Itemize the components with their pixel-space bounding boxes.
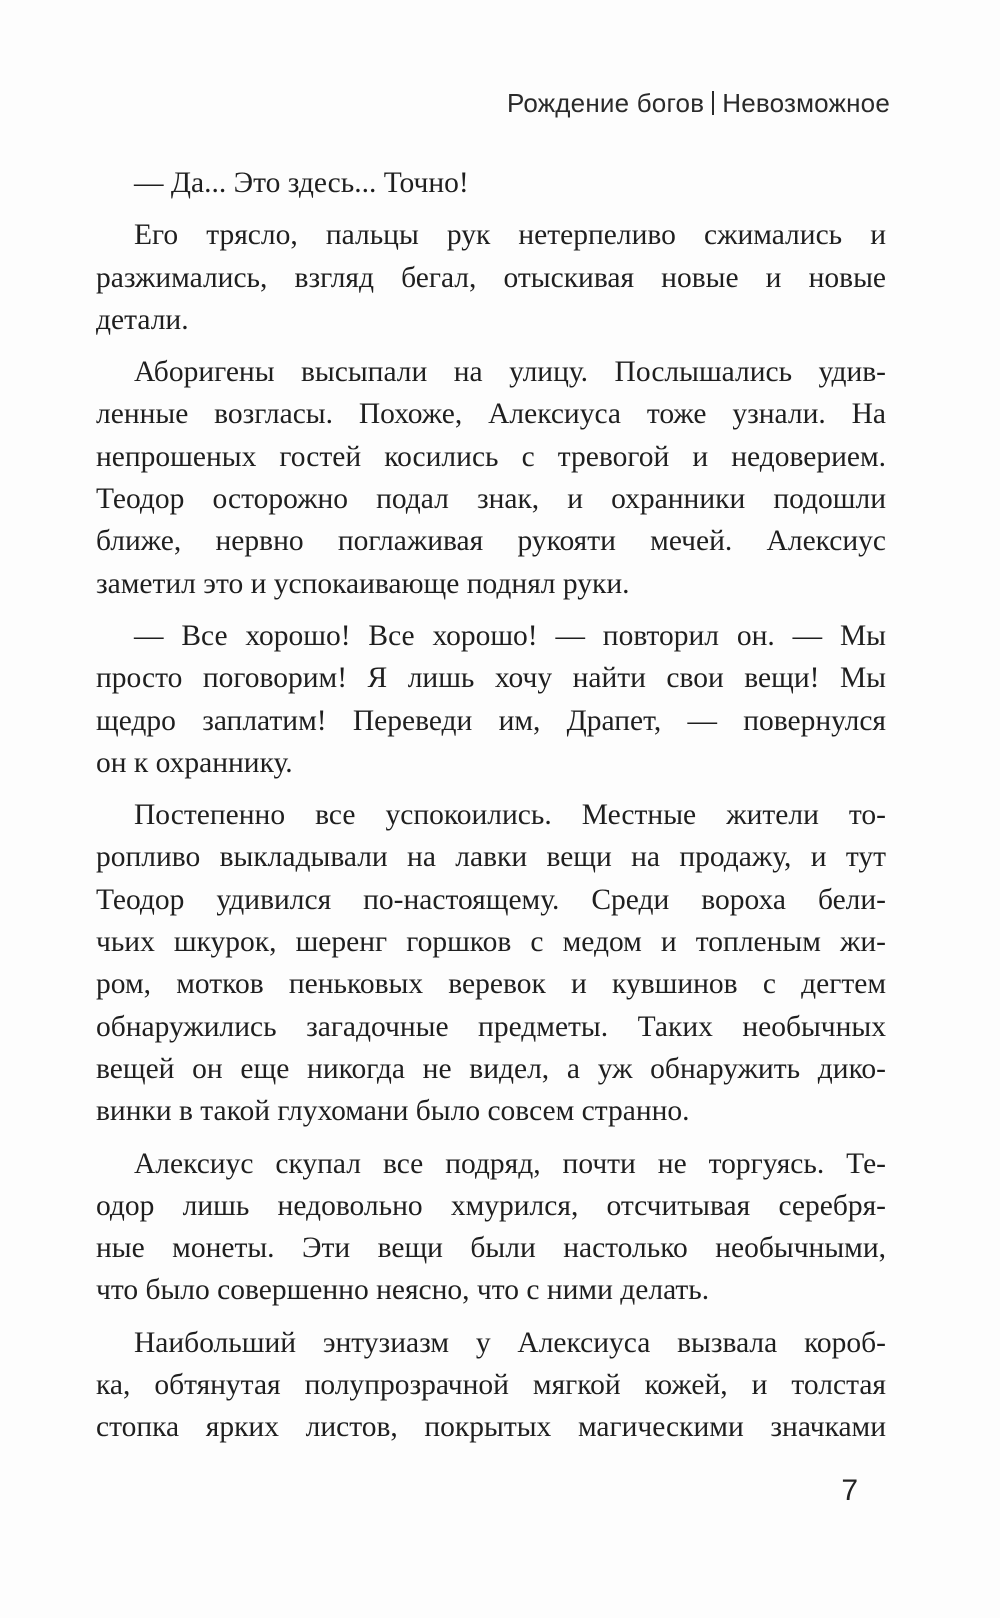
text-line: одор лишь недовольно хмурился, отсчитывая серебря- — [96, 1189, 886, 1222]
text-line: Теодор удивился по-настоящему. Среди вороха бели- — [96, 883, 886, 916]
header-separator — [712, 91, 714, 115]
text-line: обнаружились загадочные предметы. Таких необычных — [96, 1010, 886, 1043]
paragraph — [96, 615, 886, 784]
text-line: он к охраннику. — [96, 746, 293, 779]
text-line: Постепенно все успокоились. Местные жители то- — [134, 799, 886, 832]
text-line: щедро заплатим! Переведи им, Драпет, — повернулся — [96, 704, 886, 737]
page-number: 7 — [841, 1474, 858, 1507]
text-line: ленные возгласы. Похоже, Алексиуса тоже узнали. На — [96, 398, 886, 431]
body-text — [96, 162, 886, 1459]
text-line: вещей он еще никогда не видел, а уж обнаружить дико- — [96, 1052, 886, 1085]
text-line: Теодор осторожно подал знак, и охранники подошли — [96, 483, 886, 516]
text-line: что было совершенно неясно, что с ними делать. — [96, 1274, 710, 1307]
paragraph — [96, 794, 886, 1132]
running-header — [507, 88, 890, 119]
paragraph — [96, 162, 886, 204]
text-line: просто поговорим! Я лишь хочу найти свои вещи! Мы — [96, 662, 886, 695]
text-line: Его трясло, пальцы рук нетерпеливо сжимались и — [134, 219, 886, 252]
book-title: Рождение богов — [506, 88, 705, 118]
text-line: — Да... Это здесь... Точно! — [134, 167, 469, 199]
paragraph — [96, 351, 886, 605]
text-line: ка, обтянутая полупрозрачной мягкой кожей, и толстая — [96, 1369, 886, 1402]
paragraph — [96, 214, 886, 341]
text-line: — Все хорошо! Все хорошо! — повторил он. — Мы — [134, 619, 886, 652]
text-line: Наибольший энтузиазм у Алексиуса вызвала короб- — [134, 1326, 886, 1359]
chapter-title: Невозможное — [722, 88, 890, 118]
text-line: ные монеты. Эти вещи были настолько необычными, — [96, 1232, 886, 1265]
text-line: чьих шкурок, шеренг горшков с медом и топленым жи- — [96, 926, 886, 959]
text-line: Алексиус скупал все подряд, почти не торгуясь. Те- — [134, 1147, 886, 1180]
paragraph — [96, 1322, 886, 1449]
text-line: винки в такой глухомани было совсем странно. — [96, 1095, 690, 1128]
text-line: ропливо выкладывали на лавки вещи на продажу, и тут — [96, 841, 886, 874]
paragraph — [96, 1143, 886, 1312]
text-line: ром, мотков пеньковых веревок и кувшинов с дегтем — [96, 968, 886, 1001]
text-line: разжимались, взгляд бегал, отыскивая новые и новые — [96, 261, 886, 294]
text-line: непрошеных гостей косились с тревогой и недоверием. — [96, 440, 886, 473]
text-line: ближе, нервно поглаживая рукояти мечей. Алексиус — [96, 525, 886, 558]
text-line: Аборигены высыпали на улицу. Послышались удив- — [134, 356, 886, 389]
text-line: стопка ярких листов, покрытых магическими значками — [96, 1411, 886, 1444]
text-line: детали. — [96, 303, 189, 336]
text-line: заметил это и успокаивающе поднял руки. — [96, 567, 630, 600]
